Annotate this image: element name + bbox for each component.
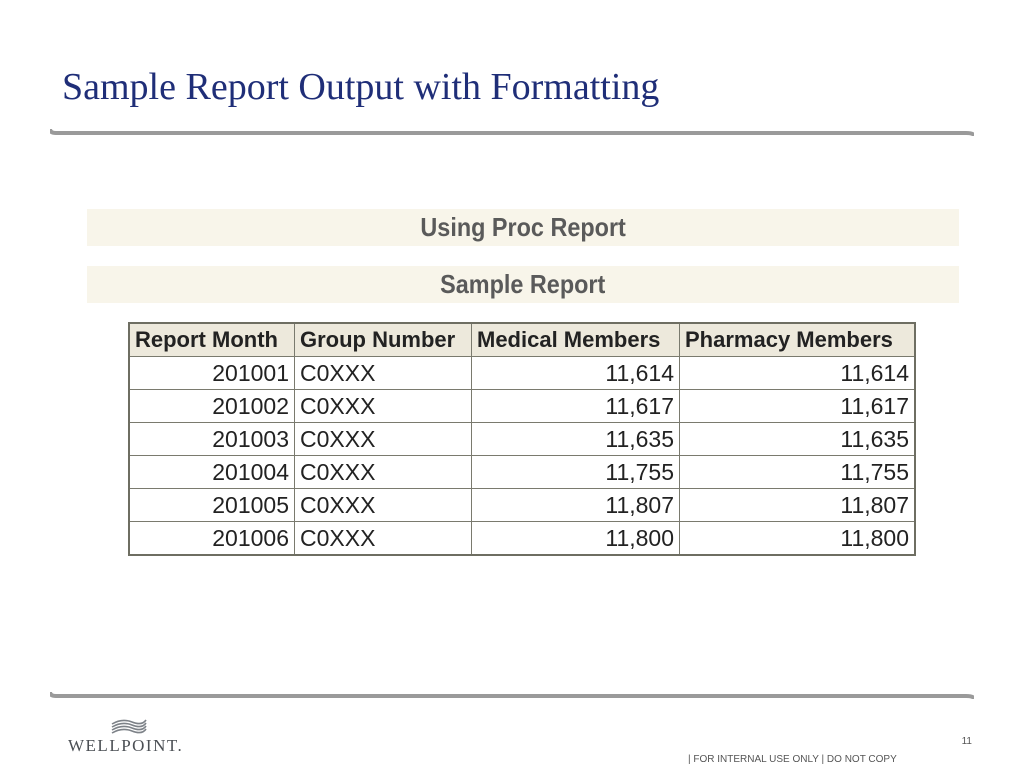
cell-group-number: C0XXX <box>295 522 472 556</box>
table-row <box>129 390 915 423</box>
top-divider <box>50 128 974 136</box>
report-banner-subtitle <box>87 266 959 303</box>
cell-pharmacy-members: 11,755 <box>680 456 916 489</box>
table-row <box>129 522 915 556</box>
cell-pharmacy-members: 11,617 <box>680 390 916 423</box>
header-medical-members: Medical Members <box>472 323 680 357</box>
report-table <box>128 322 916 556</box>
cell-group-number: C0XXX <box>295 456 472 489</box>
wellpoint-logo <box>68 716 188 756</box>
table-row <box>129 456 915 489</box>
table-row <box>129 489 915 522</box>
bottom-divider <box>50 691 974 699</box>
cell-group-number: C0XXX <box>295 489 472 522</box>
table-header-row <box>129 323 915 357</box>
cell-medical-members: 11,807 <box>472 489 680 522</box>
table-row <box>129 423 915 456</box>
wellpoint-wave-icon <box>108 716 148 736</box>
cell-pharmacy-members: 11,800 <box>680 522 916 556</box>
cell-pharmacy-members: 11,807 <box>680 489 916 522</box>
cell-medical-members: 11,800 <box>472 522 680 556</box>
table-row <box>129 357 915 390</box>
cell-pharmacy-members: 11,635 <box>680 423 916 456</box>
cell-medical-members: 11,755 <box>472 456 680 489</box>
cell-report-month: 201004 <box>129 456 295 489</box>
cell-report-month: 201006 <box>129 522 295 556</box>
cell-medical-members: 11,617 <box>472 390 680 423</box>
cell-group-number: C0XXX <box>295 390 472 423</box>
cell-report-month: 201005 <box>129 489 295 522</box>
page-number: 11 <box>961 736 972 747</box>
report-banner-subtitle-text: Sample Report <box>440 269 606 299</box>
header-pharmacy-members: Pharmacy Members <box>680 323 916 357</box>
cell-group-number: C0XXX <box>295 357 472 390</box>
slide-title: Sample Report Output with Formatting <box>62 66 660 108</box>
cell-group-number: C0XXX <box>295 423 472 456</box>
cell-medical-members: 11,635 <box>472 423 680 456</box>
cell-pharmacy-members: 11,614 <box>680 357 916 390</box>
logo-wordmark: WELLPOINT. <box>68 736 184 755</box>
cell-medical-members: 11,614 <box>472 357 680 390</box>
report-banner-title-text: Using Proc Report <box>420 212 626 242</box>
cell-report-month: 201001 <box>129 357 295 390</box>
cell-report-month: 201003 <box>129 423 295 456</box>
report-banner-title <box>87 209 959 246</box>
cell-report-month: 201002 <box>129 390 295 423</box>
header-report-month: Report Month <box>129 323 295 357</box>
header-group-number: Group Number <box>295 323 472 357</box>
confidentiality-notice: | FOR INTERNAL USE ONLY | DO NOT COPY <box>688 754 897 765</box>
